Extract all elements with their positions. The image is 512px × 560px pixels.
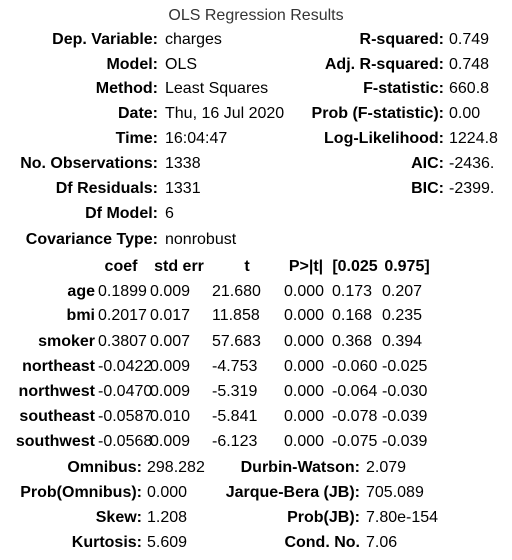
coef-cell: 0.000 (284, 383, 325, 400)
coef-cell: 21.680 (212, 283, 261, 300)
coef-cell: 0.207 (382, 283, 423, 300)
summary-left-label: Covariance Type: (25, 231, 158, 248)
diag-left-label: Prob(Omnibus): (20, 484, 142, 501)
summary-left-value: 1338 (165, 155, 201, 172)
coef-cell: -0.075 (332, 433, 378, 450)
summary-left-value: Thu, 16 Jul 2020 (165, 105, 285, 122)
diag-right-value: 705.089 (366, 484, 424, 501)
coef-cell: 0.394 (382, 333, 423, 350)
coef-cell: 0.168 (332, 307, 373, 324)
coef-header-cell: [0.025 (332, 258, 378, 275)
diag-right-value: 2.079 (366, 459, 407, 476)
summary-left-label: Dep. Variable: (52, 31, 158, 48)
coef-cell: 0.2017 (98, 307, 147, 324)
diag-right-value: 7.80e-154 (366, 509, 439, 526)
summary-right-value: -2399. (449, 180, 495, 197)
diag-left-value: 1.208 (147, 509, 188, 526)
coef-cell: -0.064 (332, 383, 378, 400)
coef-cell: -0.0568 (98, 433, 153, 450)
coef-row-name: southwest (15, 433, 95, 450)
summary-right-label: Prob (F-statistic): (311, 105, 444, 122)
coef-row-name: northwest (18, 383, 95, 400)
diag-right-label: Cond. No. (284, 534, 360, 551)
coef-row-name: age (67, 283, 95, 300)
diag-right-label: Prob(JB): (287, 509, 360, 526)
coef-row-name: smoker (38, 333, 95, 350)
diag-left-label: Skew: (95, 509, 142, 526)
coef-header-cell: 0.975] (384, 258, 430, 275)
coef-cell: -5.319 (212, 383, 258, 400)
summary-right-label: Log-Likelihood: (324, 130, 444, 147)
summary-left-value: charges (165, 31, 222, 48)
summary-right-value: 1224.8 (449, 130, 498, 147)
coef-cell: 0.3807 (98, 333, 147, 350)
diag-left-label: Kurtosis: (71, 534, 142, 551)
coef-cell: 0.000 (284, 433, 325, 450)
summary-left-label: No. Observations: (20, 155, 158, 172)
coef-cell: 0.368 (332, 333, 373, 350)
coef-header-cell: std err (154, 258, 204, 275)
coef-cell: 0.173 (332, 283, 373, 300)
diag-left-value: 5.609 (147, 534, 188, 551)
coef-cell: -0.060 (332, 358, 378, 375)
summary-left-value: nonrobust (165, 231, 237, 248)
coef-cell: 0.000 (284, 333, 325, 350)
coef-cell: 0.010 (150, 408, 191, 425)
coef-cell: 0.1899 (98, 283, 147, 300)
coef-cell: 0.000 (284, 307, 325, 324)
coef-row-name: bmi (66, 307, 95, 324)
diag-left-label: Omnibus: (67, 459, 142, 476)
coef-cell: -0.039 (382, 433, 428, 450)
summary-right-value: 0.00 (449, 105, 481, 122)
summary-right-label: AIC: (411, 155, 444, 172)
coef-cell: -0.0422 (98, 358, 153, 375)
summary-right-label: R-squared: (359, 31, 444, 48)
summary-left-label: Model: (106, 56, 158, 73)
coef-cell: 0.009 (150, 283, 191, 300)
diag-right-value: 7.06 (366, 534, 398, 551)
summary-left-label: Df Model: (85, 205, 158, 222)
coef-cell: 0.009 (150, 358, 191, 375)
summary-right-value: -2436. (449, 155, 495, 172)
summary-right-label: BIC: (411, 180, 444, 197)
coef-header-cell: P>|t| (288, 258, 324, 275)
coef-header-cell: t (244, 258, 250, 275)
summary-right-value: 0.748 (449, 56, 490, 73)
summary-left-value: 6 (165, 205, 174, 222)
summary-right-label: Adj. R-squared: (324, 56, 444, 73)
coef-row-name: southeast (19, 408, 95, 425)
diag-right-label: Jarque-Bera (JB): (225, 484, 360, 501)
summary-left-label: Method: (95, 80, 158, 97)
coef-cell: -0.0470 (98, 383, 153, 400)
summary-right-value: 0.749 (449, 31, 490, 48)
summary-left-label: Date: (117, 105, 158, 122)
coef-cell: 0.007 (150, 333, 191, 350)
coef-cell: 0.009 (150, 433, 191, 450)
coef-cell: 0.000 (284, 408, 325, 425)
coef-cell: 57.683 (212, 333, 261, 350)
coef-cell: 0.000 (284, 358, 325, 375)
coef-cell: 0.009 (150, 383, 191, 400)
diag-right-label: Durbin-Watson: (240, 459, 360, 476)
coef-row-name: northeast (22, 358, 95, 375)
coef-cell: 11.858 (212, 307, 260, 324)
summary-left-value: Least Squares (165, 80, 269, 97)
coef-cell: -4.753 (212, 358, 258, 375)
coef-cell: -0.078 (332, 408, 378, 425)
coef-cell: 0.235 (382, 307, 423, 324)
diag-left-value: 298.282 (147, 459, 205, 476)
summary-left-label: Time: (115, 130, 158, 147)
coef-cell: -0.030 (382, 383, 428, 400)
report-title: OLS Regression Results (168, 7, 344, 24)
summary-right-value: 660.8 (449, 80, 490, 97)
summary-left-value: OLS (165, 56, 198, 73)
coef-cell: -0.0587 (98, 408, 153, 425)
coef-cell: -5.841 (212, 408, 258, 425)
coef-cell: 0.017 (150, 307, 191, 324)
coef-cell: -0.039 (382, 408, 428, 425)
coef-cell: 0.000 (284, 283, 325, 300)
coef-cell: -6.123 (212, 433, 258, 450)
summary-right-label: F-statistic: (363, 80, 444, 97)
coef-cell: -0.025 (382, 358, 428, 375)
summary-left-label: Df Residuals: (55, 180, 158, 197)
summary-left-value: 1331 (165, 180, 201, 197)
summary-left-value: 16:04:47 (165, 130, 228, 147)
coef-header-cell: coef (104, 258, 138, 275)
diag-left-value: 0.000 (147, 484, 188, 501)
